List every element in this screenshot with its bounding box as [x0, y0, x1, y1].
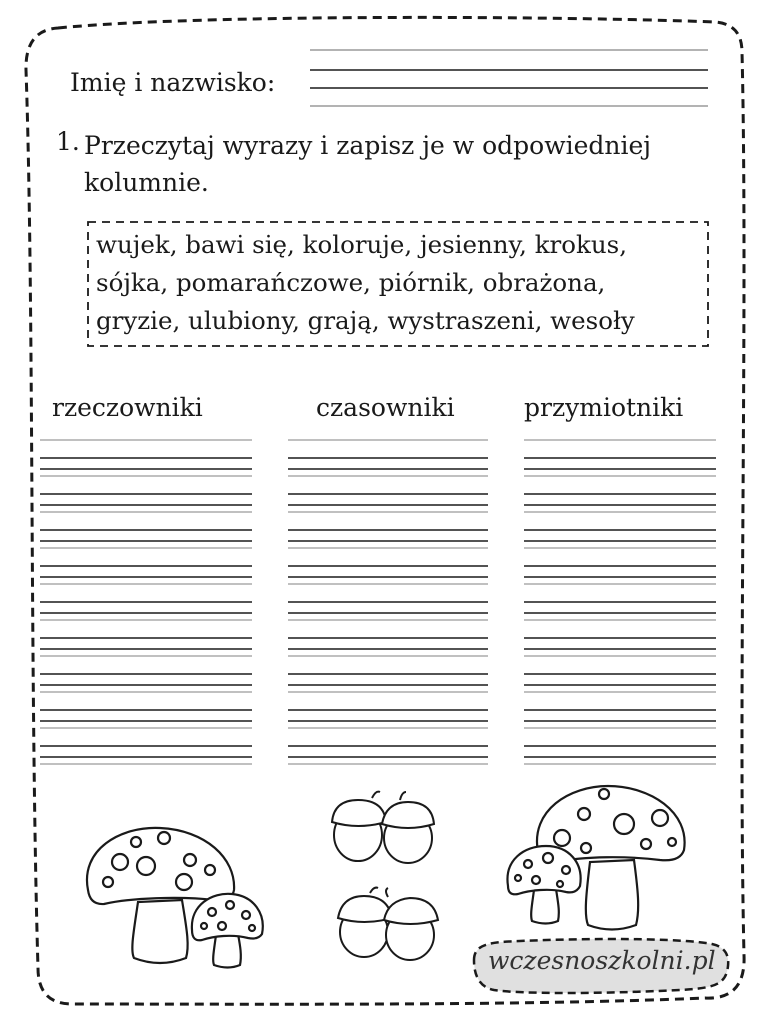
column-heading-czasowniki: czasowniki — [316, 393, 455, 422]
name-label: Imię i nazwisko: — [70, 68, 276, 97]
word-line: gryzie, ulubiony, grają, wystraszeni, wesoły — [96, 306, 635, 335]
column-heading-rzeczowniki: rzeczowniki — [52, 393, 203, 422]
task-number: 1. — [56, 127, 80, 156]
task-instruction: Przeczytaj wyrazy i zapisz je w odpowiedniej kolumnie. — [84, 131, 652, 197]
watermark-text: wczesnoszkolni.pl — [488, 946, 716, 975]
word-line: wujek, bawi się, koloruje, jesienny, krokus, — [96, 230, 627, 259]
word-line: sójka, pomarańczowe, piórnik, obrażona, — [96, 268, 606, 297]
column-heading-przymiotniki: przymiotniki — [524, 393, 684, 422]
